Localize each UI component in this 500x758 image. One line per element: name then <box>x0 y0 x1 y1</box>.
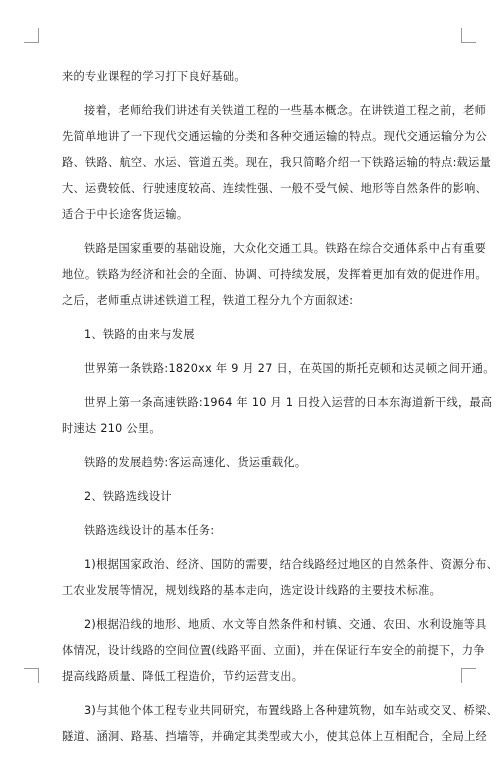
text-line: 3)与其他个体工程专业共同研究，布置线路上各种建筑物，如车站或交叉、桥梁、 <box>84 704 499 717</box>
crop-mark-top-left <box>24 28 39 43</box>
text-line: 世界上第一条高速铁路:1964 年 10 月 1 日投入运营的日本东海道新干线，最高 <box>84 396 493 409</box>
text-line: 之后，老师重点讲述铁道工程，铁道工程分九个方面叙述: <box>62 294 354 307</box>
paragraph <box>62 98 492 228</box>
text-line: 接着，老师给我们讲述有关铁道工程的一些基本概念。在讲铁道工程之前，老师 <box>84 104 487 117</box>
text-line: 体情况，设计线路的空间位置(线路平面、立面)，并在保证行车安全的前提下，力争 <box>62 644 485 657</box>
crop-mark-bottom-left <box>24 668 39 683</box>
text-line: 2、铁路选线设计 <box>84 490 172 503</box>
paragraph <box>62 612 487 690</box>
paragraph <box>62 322 440 348</box>
text-line: 铁路是国家重要的基础设施，大众化交通工具。铁路在综合交通体系中占有重要 <box>84 242 487 255</box>
text-line: 2)根据沿线的地形、地质、水文等自然条件和村镇、交通、农田、水利设施等具 <box>84 618 487 631</box>
text-line: 来的专业课程的学习打下良好基础。 <box>62 70 246 83</box>
text-line: 适合于中长途客货运输。 <box>62 208 189 221</box>
document-body <box>62 64 499 758</box>
crop-mark-bottom-right <box>461 668 476 683</box>
paragraph <box>62 450 440 476</box>
text-line: 时速达 210 公里。 <box>62 422 161 435</box>
paragraph <box>62 484 440 510</box>
text-line: 大、运费较低、行驶速度较高、连续性强、一般不受气候、地形等自然条件的影响、 <box>62 182 488 195</box>
text-line: 铁路选线设计的基本任务: <box>84 524 215 537</box>
text-line: 先简单地讲了一下现代交通运输的分类和各种交通运输的特点。现代交通运输分为公 <box>62 130 488 143</box>
text-line: 世界第一条铁路:1820xx 年 9 月 27 日，在英国的斯托克顿和达灵顿之间开通。 <box>84 362 495 375</box>
crop-mark-top-right <box>461 28 476 43</box>
text-line: 1)根据国家政治、经济、国防的需要，结合线路经过地区的自然条件、资源分布、 <box>84 558 499 571</box>
paragraph <box>62 390 493 442</box>
text-line: 提高线路质量、降低工程造价，节约运营支出。 <box>62 670 304 683</box>
paragraph <box>62 236 488 314</box>
paragraph <box>62 356 495 382</box>
paragraph <box>62 698 499 750</box>
text-line: 地位。铁路为经济和社会的全面、协调、可持续发展，发挥着更加有效的促进作用。 <box>62 268 488 281</box>
text-line: 1、铁路的由来与发展 <box>84 328 195 341</box>
paragraph <box>62 64 440 90</box>
paragraph <box>62 552 499 604</box>
text-line: 工农业发展等情况，规划线路的基本走向，选定设计线路的主要技术标准。 <box>62 584 442 597</box>
text-line: 隧道、涵洞、路基、挡墙等，并确定其类型或大小，使其总体上互相配合，全局上经 <box>62 730 488 743</box>
paragraph <box>62 518 440 544</box>
text-line: 路、铁路、航空、水运、管道五类。现在，我只简略介绍一下铁路运输的特点:载运量 <box>62 156 492 169</box>
text-line: 铁路的发展趋势:客运高速化、货运重载化。 <box>84 456 307 469</box>
